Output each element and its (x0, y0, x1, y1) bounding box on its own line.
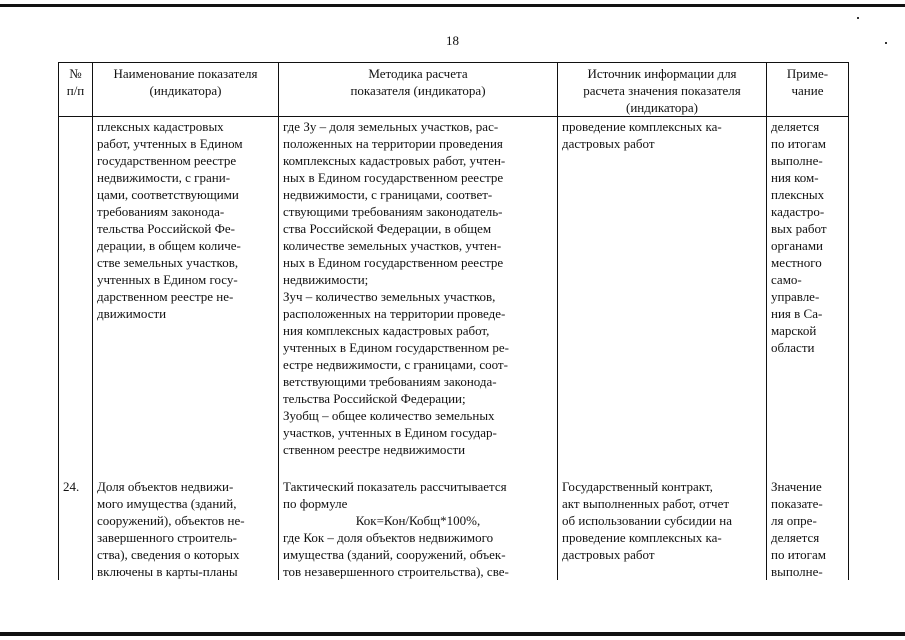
text-line: ных в Едином государственном реестре (283, 255, 504, 270)
text-line: недвижимости, с грани- (97, 170, 231, 185)
information-source-text (562, 478, 762, 563)
text-line: недвижимости, с границами, соответ- (283, 187, 493, 202)
calculation-method-cell (279, 117, 558, 459)
text-line: кадастро- (771, 204, 825, 219)
text-line: дастровых работ (562, 547, 655, 562)
text-line: (индикатора) (626, 100, 698, 115)
calculation-method-intro (283, 478, 553, 512)
text-line: по формуле (283, 496, 348, 511)
text-line: Зуобщ – общее количество земельных (283, 408, 495, 423)
information-source-cell (558, 117, 767, 459)
indicator-name-text (97, 478, 274, 580)
text-line: количестве земельных участков, учтен- (283, 238, 502, 253)
scan-speck (857, 17, 859, 19)
text-line: дастровых работ (562, 136, 655, 151)
top-border-rule (0, 4, 905, 7)
header-number (59, 63, 93, 117)
text-line: где Зу – доля земельных участков, рас- (283, 119, 499, 134)
row-number-cell: 24. (59, 458, 93, 580)
text-line: проведение комплексных ка- (562, 119, 722, 134)
text-line: выполне- (771, 564, 823, 579)
text-line: дарственном реестре не- (97, 289, 234, 304)
bottom-border-rule (0, 632, 905, 636)
text-line: ствующими требованиям законодатель- (283, 204, 503, 219)
text-line: области (771, 340, 815, 355)
text-line: органами (771, 238, 824, 253)
header-information-source-text (561, 65, 763, 116)
text-line: учтенных в Едином госу- (97, 272, 238, 287)
text-line: по итогам (771, 136, 827, 151)
text-line: ных в Едином государственном реестре (283, 170, 504, 185)
table-row-continued (59, 117, 849, 459)
text-line: показате- (771, 496, 823, 511)
text-line: Государственный контракт, (562, 479, 713, 494)
note-text (771, 478, 844, 580)
text-line: положенных на территории проведения (283, 136, 503, 151)
text-line: управле- (771, 289, 820, 304)
text-line: стве земельных участков, (97, 255, 239, 270)
text-line: ственном реестре недвижимости (283, 442, 466, 457)
text-line: марской (771, 323, 817, 338)
text-line: Наименование показателя (113, 66, 258, 81)
text-line: цами, соответствующими (97, 187, 239, 202)
text-line: Доля объектов недвижи- (97, 479, 234, 494)
text-line: п/п (66, 83, 85, 98)
information-source-cell (558, 458, 767, 580)
text-line: тов незавершенного строительства), све- (283, 564, 509, 579)
text-line: движимости (97, 306, 167, 321)
text-line: № (69, 66, 82, 81)
text-line: имущества (зданий, сооружений, объек- (283, 547, 506, 562)
header-calculation-method-text (282, 65, 554, 99)
text-line: мого имущества (зданий, (97, 496, 237, 511)
text-line: само- (771, 272, 802, 287)
table-header-row (59, 63, 849, 117)
text-line: Тактический показатель рассчитывается (283, 479, 507, 494)
note-cell (767, 117, 849, 459)
header-calculation-method (279, 63, 558, 117)
row-number-cell (59, 117, 93, 459)
text-line: Значение (771, 479, 822, 494)
header-note-text (770, 65, 845, 99)
text-line: ния комплексных кадастровых работ, (283, 323, 490, 338)
text-line: недвижимости; (283, 272, 369, 287)
text-line: комплексных кадастровых работ, учтен- (283, 153, 506, 168)
calculation-method-text (283, 529, 553, 580)
text-line: об использовании субсидии на (562, 513, 732, 528)
text-line: учтенных в Едином государственном ре- (283, 340, 509, 355)
text-line: включены в карты-планы (97, 564, 238, 579)
text-line: ветствующими требованиям законода- (283, 374, 497, 389)
indicator-name-text (97, 118, 274, 322)
text-line: работ, учтенных в Едином (97, 136, 243, 151)
text-line: требованиям законода- (97, 204, 225, 219)
text-line: расположенных на территории проведе- (283, 306, 506, 321)
indicators-table (58, 62, 849, 580)
calculation-method-cell (279, 458, 558, 580)
text-line: местного (771, 255, 822, 270)
text-line: по итогам (771, 547, 827, 562)
text-line: где Кок – доля объектов недвижимого (283, 530, 494, 545)
calculation-method-text (283, 118, 553, 458)
text-line: показателя (индикатора) (350, 83, 486, 98)
information-source-text (562, 118, 762, 152)
text-line: проведение комплексных ка- (562, 530, 722, 545)
text-line: Зуч – количество земельных участков, (283, 289, 496, 304)
text-line: плексных (771, 187, 825, 202)
text-line: дерации, в общем количе- (97, 238, 241, 253)
text-line: деляется (771, 119, 820, 134)
text-line: Источник информации для (587, 66, 737, 81)
text-line: ния в Са- (771, 306, 823, 321)
text-line: завершенного строитель- (97, 530, 237, 545)
text-line: тельства Российской Федерации; (283, 391, 466, 406)
text-line: ства Российской Федерации, в общем (283, 221, 492, 236)
page-number: 18 (446, 33, 459, 48)
indicator-name-cell (93, 117, 279, 459)
indicator-name-cell (93, 458, 279, 580)
text-line: вых работ (771, 221, 827, 236)
header-information-source (558, 63, 767, 117)
text-line: (индикатора) (149, 83, 222, 98)
text-line: плексных кадастровых (97, 119, 224, 134)
header-note (767, 63, 849, 117)
text-line: тельства Российской Фе- (97, 221, 235, 236)
text-line: чание (791, 83, 824, 98)
text-line: ля опре- (771, 513, 817, 528)
text-line: ства), сведения о которых (97, 547, 240, 562)
text-line: ния ком- (771, 170, 819, 185)
header-number-text (62, 65, 89, 99)
header-indicator-name-text (96, 65, 275, 99)
table-row-24 (59, 458, 849, 580)
text-line: сооружений), объектов не- (97, 513, 245, 528)
text-line: государственном реестре (97, 153, 237, 168)
note-cell (767, 458, 849, 580)
text-line: естре недвижимости, с границами, соот- (283, 357, 508, 372)
note-text (771, 118, 844, 356)
text-line: участков, учтенных в Едином государ- (283, 425, 497, 440)
text-line: выполне- (771, 153, 823, 168)
text-line: расчета значения показателя (583, 83, 741, 98)
formula: Кок=Кон/Кобщ*100%, (355, 513, 481, 528)
text-line: акт выполненных работ, отчет (562, 496, 730, 511)
text-line: деляется (771, 530, 820, 545)
header-indicator-name (93, 63, 279, 117)
text-line: Методика расчета (368, 66, 468, 81)
text-line: Приме- (786, 66, 829, 81)
